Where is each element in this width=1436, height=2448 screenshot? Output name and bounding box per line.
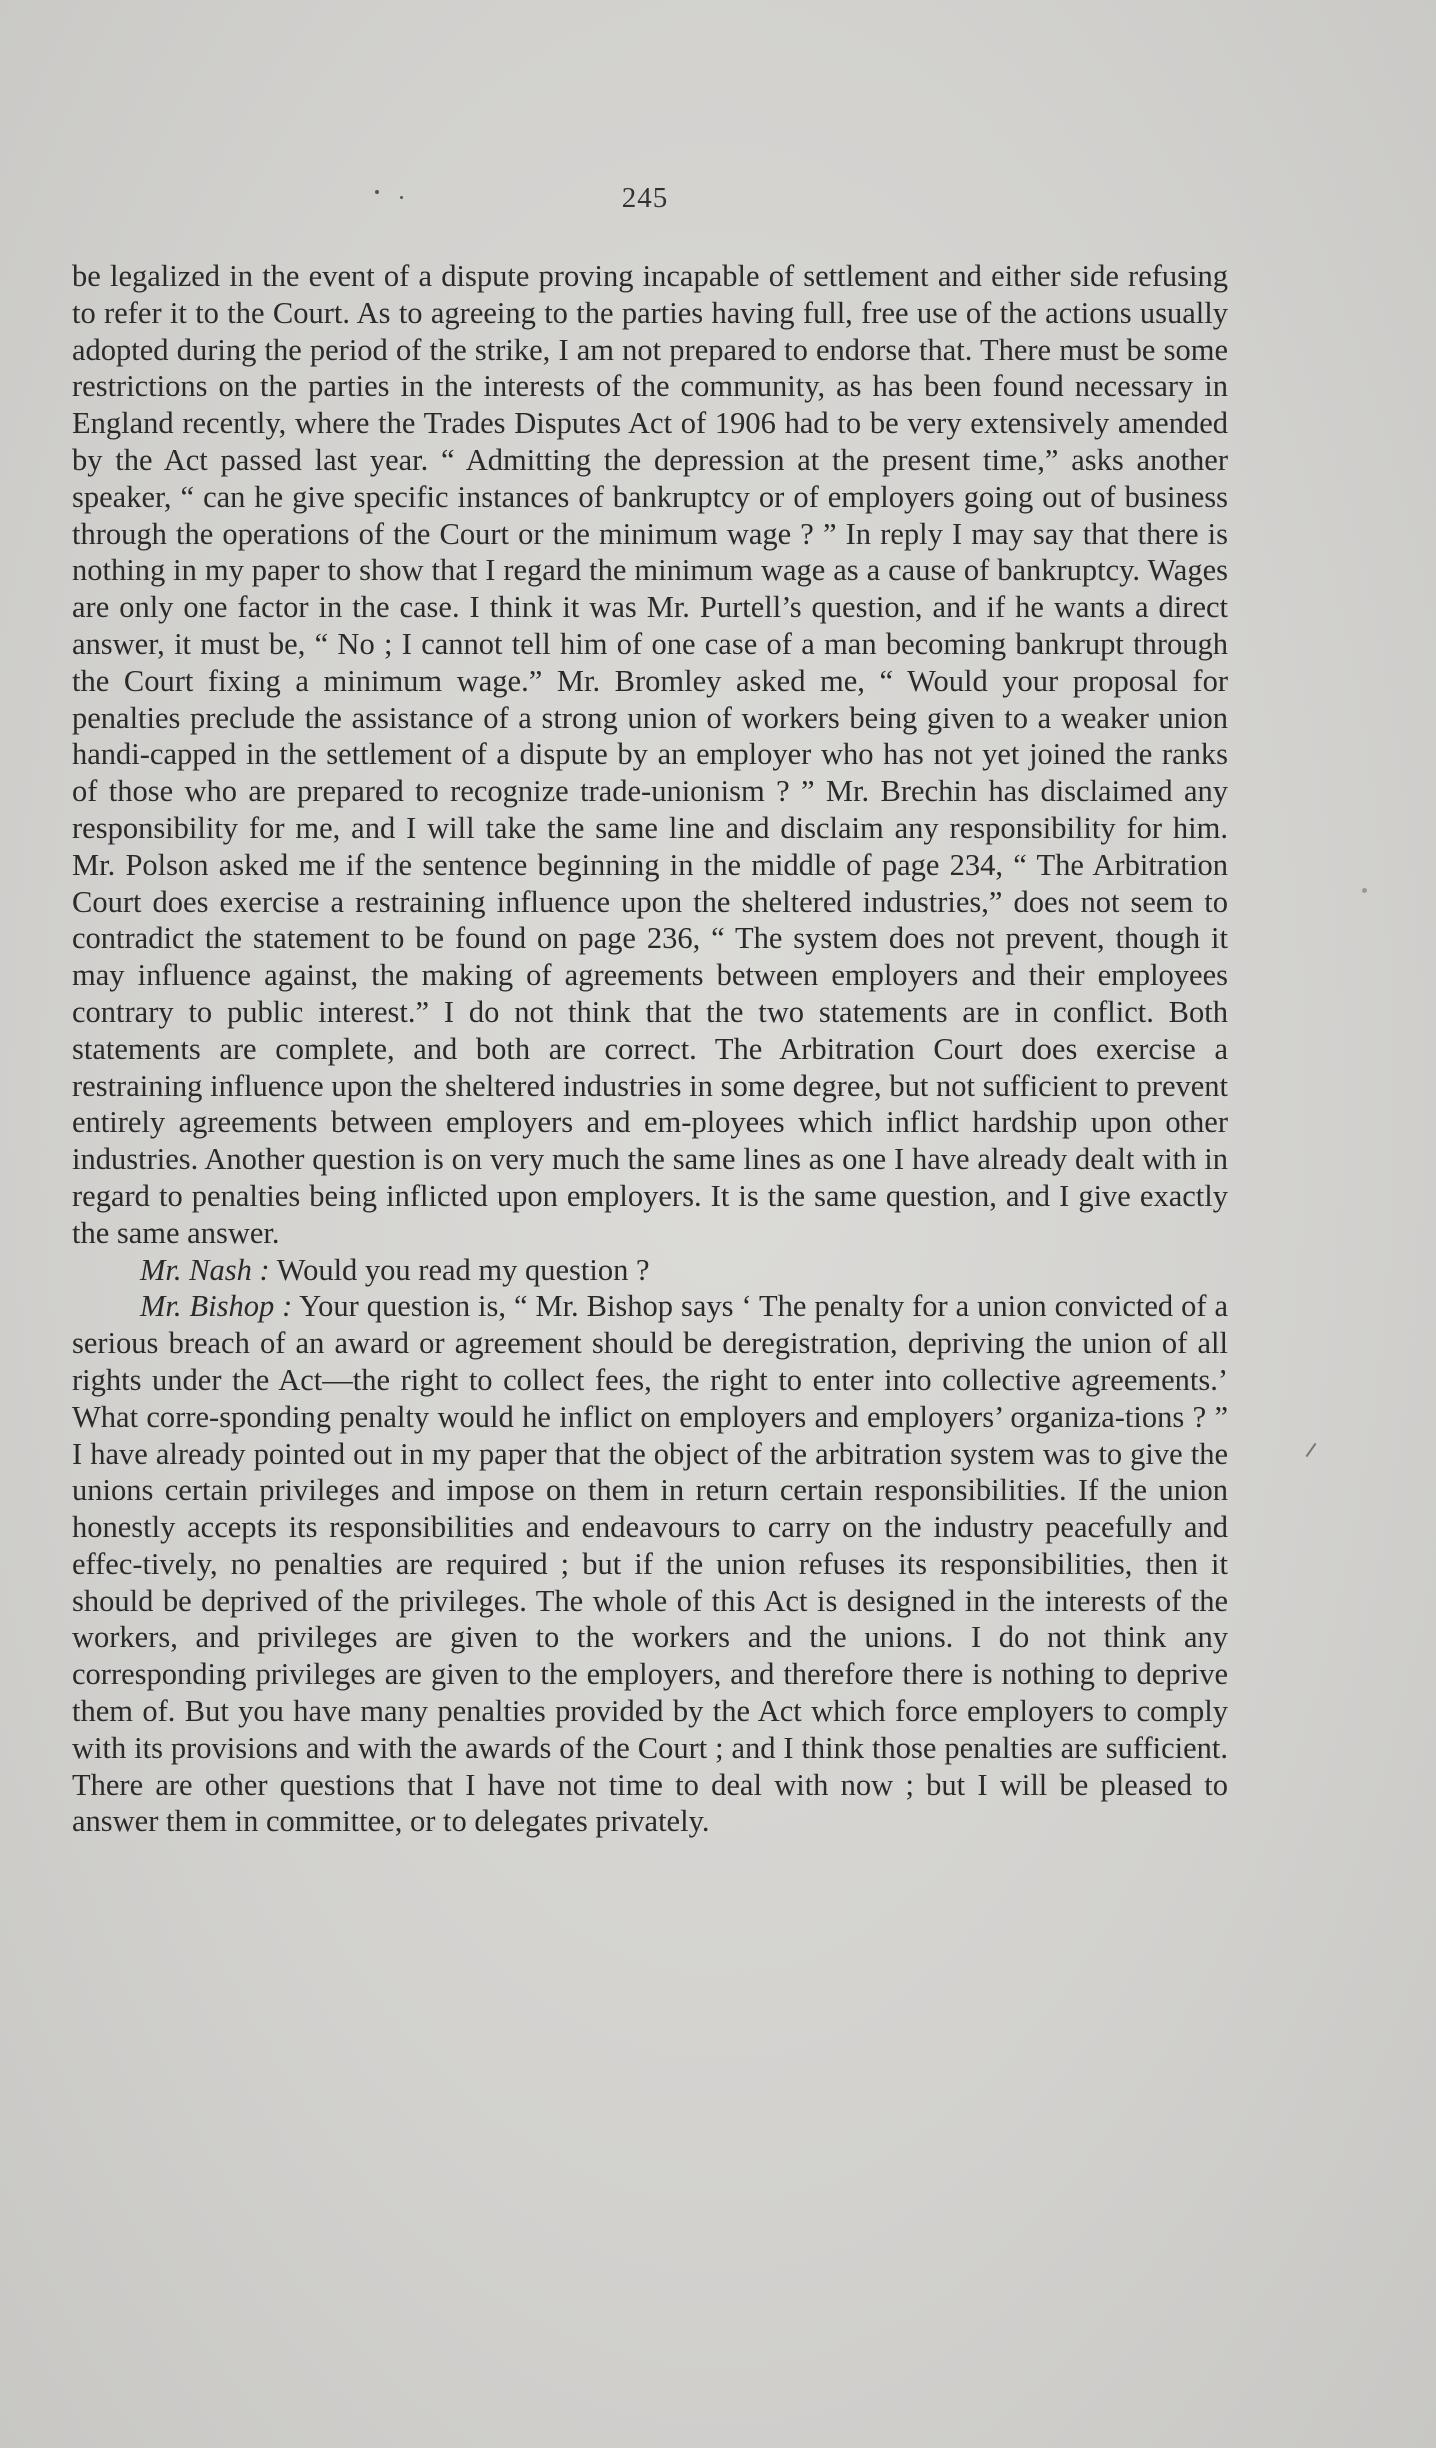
page-number: 245 <box>621 182 669 214</box>
paragraph <box>72 1288 1228 1840</box>
paragraph-text: be legalized in the event of a dispute proving incapable of settlement and either side refusing to refer it to the Court. As to agreeing to the parties having full, free use of the actions usually adopted during the period of the strike, I am not prepared to endorse that. There must be some restrictions on the parties in the interests of the community, as has been found necessary in England recently, where the Trades Disputes Act of 1906 had to be very extensively amended by the Act passed last year. “ Admitting the depression at the present time,” asks another speaker, “ can he give specific instances of bankruptcy or of employers going out of business through the operations of the Court or the minimum wage ? ” In reply I may say that there is nothing in my paper to show that I regard the minimum wage as a cause of bankruptcy. Wages are only one factor in the case. I think it was Mr. Purtell’s question, and if he wants a direct answer, it must be, “ No ; I cannot tell him of one case of a man becoming bankrupt through the Court fixing a minimum wage.” Mr. Bromley asked me, “ Would your proposal for penalties preclude the assistance of a strong union of workers being given to a weaker union handi-capped in the settlement of a dispute by an employer who has not yet joined the ranks of those who are prepared to recognize trade-unionism ? ” Mr. Brechin has disclaimed any responsibility for me, and I will take the same line and disclaim any responsibility for him. Mr. Polson asked me if the sentence beginning in the middle of page 234, “ The Arbitration Court does exercise a restraining influence upon the sheltered industries,” does not seem to contradict the statement to be found on page 236, “ The system does not prevent, though it may influence against, the making of agreements between employers and their employees contrary to public interest.” I do not think that the two statements are in conflict. Both statements are complete, and both are correct. The Arbitration Court does exercise a restraining influence upon the sheltered industries in some degree, but not sufficient to prevent entirely agreements between employers and em-ployees which inflict hardship upon other industries. Another question is on very much the same lines as one I have already dealt with in regard to penalties being inflicted upon employers. It is the same question, and I give exactly the same answer. <box>72 259 1228 1250</box>
paragraph <box>72 258 1228 1252</box>
pencil-mark <box>1306 1443 1317 1457</box>
ink-speck <box>1362 888 1367 893</box>
speaker-name: Mr. Bishop : <box>140 1289 293 1324</box>
paragraph <box>72 1252 1228 1289</box>
document-body <box>72 258 1228 1840</box>
paragraph-text: Would you read my question ? <box>276 1252 650 1287</box>
speaker-name: Mr. Nash : <box>140 1252 270 1287</box>
paragraph-text: Your question is, “ Mr. Bishop says ‘ The penalty for a union convicted of a serious breach of an award or agreement should be deregistration, depriving the union of all rights under the Act—the right to collect fees, the right to enter into collective agreements.’ What corre-sponding penalty would he inflict on employers and employers’ organiza-tions ? ” I have already pointed out in my paper that the object of the arbitration system was to give the unions certain privileges and impose on them in return certain responsibilities. If the union honestly accepts its responsibilities and endeavours to carry on the industry peacefully and effec-tively, no penalties are required ; but if the union refuses its responsibilities, then it should be deprived of the privileges. The whole of this Act is designed in the interests of the workers, and privileges are given to the workers and the unions. I do not think any corresponding privileges are given to the employers, and therefore there is nothing to deprive them of. But you have many penalties provided by the Act which force employers to comply with its provisions and with the awards of the Court ; and I think those penalties are sufficient. There are other questions that I have not time to deal with now ; but I will be pleased to answer them in committee, or to delegates privately. <box>72 1289 1228 1839</box>
